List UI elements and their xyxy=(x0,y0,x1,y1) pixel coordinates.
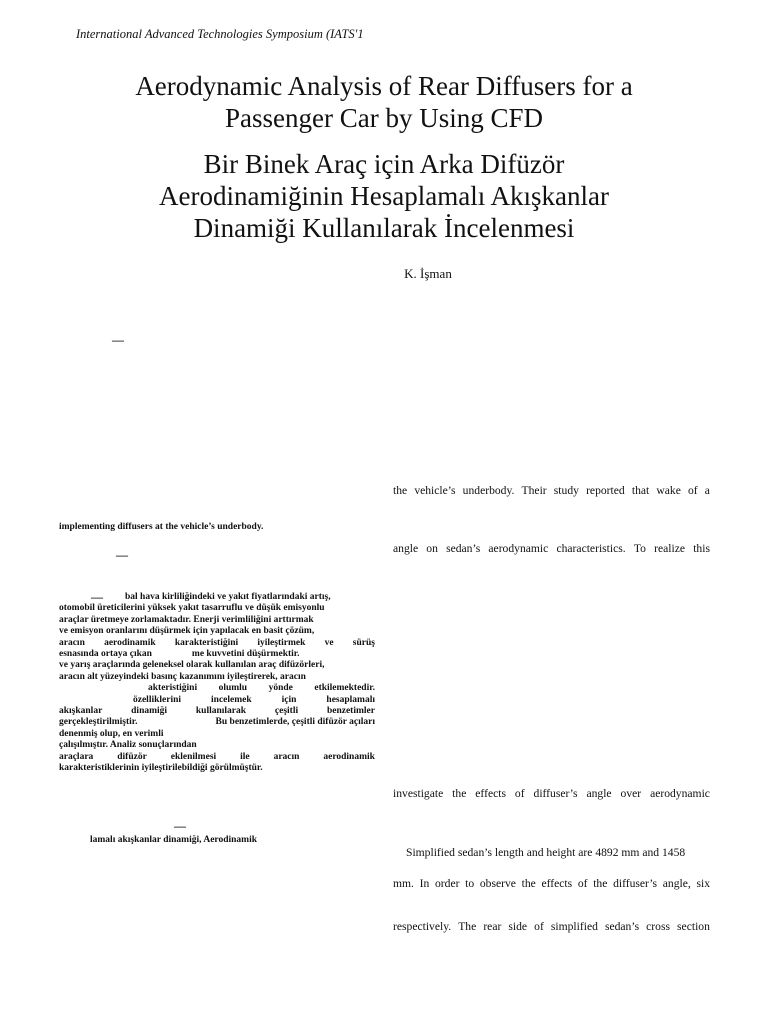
ozet-paragraph xyxy=(59,592,375,775)
author-name: K. İşman xyxy=(404,266,452,281)
ozet-line: akışkanlar dinamiği kullanılarak çeşitli benzetimler xyxy=(59,706,375,717)
ozet-line: araçlara difüzör eklenilmesi ile aracın aerodinamik xyxy=(59,751,375,762)
body-line-6 xyxy=(393,920,710,934)
body-line-1-words: the vehicle’s underbody. Their study reported that wake of a xyxy=(393,484,710,497)
ozet-line: aracın aerodinamik karakteristiğini iyileştirmek ve sürüş xyxy=(59,637,375,648)
ozet-line: akteristiğini olumlu yönde etkilemektedir. xyxy=(148,683,375,694)
ozet-dash: — xyxy=(91,590,103,604)
body-line-2 xyxy=(393,542,710,556)
abstract-end-text: implementing diffusers at the vehicle’s underbody. xyxy=(59,522,264,532)
body-line-5 xyxy=(393,877,710,891)
body-line-1 xyxy=(393,484,710,498)
body-line-3-words: investigate the effects of diffuser’s angle over aerodynamic xyxy=(393,787,710,800)
turkish-title xyxy=(40,148,728,244)
ozet-line: denenmiş olup, en verimli xyxy=(59,728,164,739)
ozet-line: karakteristiklerinin iyileştirilebildiği görülmüştür. xyxy=(59,763,263,774)
ozet-line: çalışılmıştır. Analiz sonuçlarından xyxy=(59,740,197,751)
anahtar-kelimeler-text: lamalı akışkanlar dinamiği, Aerodinamik xyxy=(90,835,257,845)
ozet-line: araçlar üretmeye zorlamaktadır. Enerji verimliliğini arttırmak xyxy=(59,614,314,625)
english-title xyxy=(40,70,728,134)
conference-header: International Advanced Technologies Symposium (IATS'1 xyxy=(76,27,364,41)
ozet-line: ve yarış araçlarında geleneksel olarak kullanılan araç difüzörleri, xyxy=(59,660,325,671)
turkish-title-line-3: Dinamiği Kullanılarak İncelenmesi xyxy=(193,213,575,243)
english-title-line-2: Passenger Car by Using CFD xyxy=(225,103,543,133)
ozet-line: aracın alt yüzeyindeki basınç kazanımını iyileştirerek, aracın xyxy=(59,671,306,682)
abstract-dash: — xyxy=(112,333,124,347)
body-line-4-text: Simplified sedan’s length and height are 4892 mm and 1458 xyxy=(406,846,686,859)
ozet-line: bal hava kirliliğindeki ve yakıt fiyatlarındaki artış, xyxy=(125,592,331,602)
anahtar-dash: — xyxy=(174,819,186,833)
anahtar-kelimeler xyxy=(90,835,380,846)
abstract-end xyxy=(59,522,375,533)
body-line-5-words: mm. In order to observe the effects of the diffuser’s angle, six xyxy=(393,877,710,890)
body-line-6-words: respectively. The rear side of simplified sedan’s cross section xyxy=(393,920,710,933)
ozet-line: esnasında ortaya çıkan me kuvvetini düşürmektir. xyxy=(59,649,300,660)
turkish-title-line-2: Aerodinamiğinin Hesaplamalı Akışkanlar xyxy=(159,181,609,211)
ozet-line: gerçekleştirilmiştir. Bu benzetimlerde, çeşitli difüzör açıları xyxy=(59,717,375,728)
body-line-2-words: angle on sedan’s aerodynamic characteristics. To realize this xyxy=(393,542,710,555)
english-title-line-1: Aerodynamic Analysis of Rear Diffusers for a xyxy=(135,71,633,101)
body-line-4 xyxy=(406,846,712,860)
body-line-3 xyxy=(393,787,710,801)
ozet-line: özelliklerini incelemek için hesaplamalı xyxy=(133,694,375,705)
ozet-line: otomobil üreticilerini yüksek yakıt tasarruflu ve düşük emisyonlu xyxy=(59,603,325,614)
keywords-dash: — xyxy=(116,548,128,562)
ozet-line: ve emisyon oranlarını düşürmek için yapılacak en basit çözüm, xyxy=(59,626,315,637)
turkish-title-line-1: Bir Binek Araç için Arka Difüzör xyxy=(203,149,565,179)
